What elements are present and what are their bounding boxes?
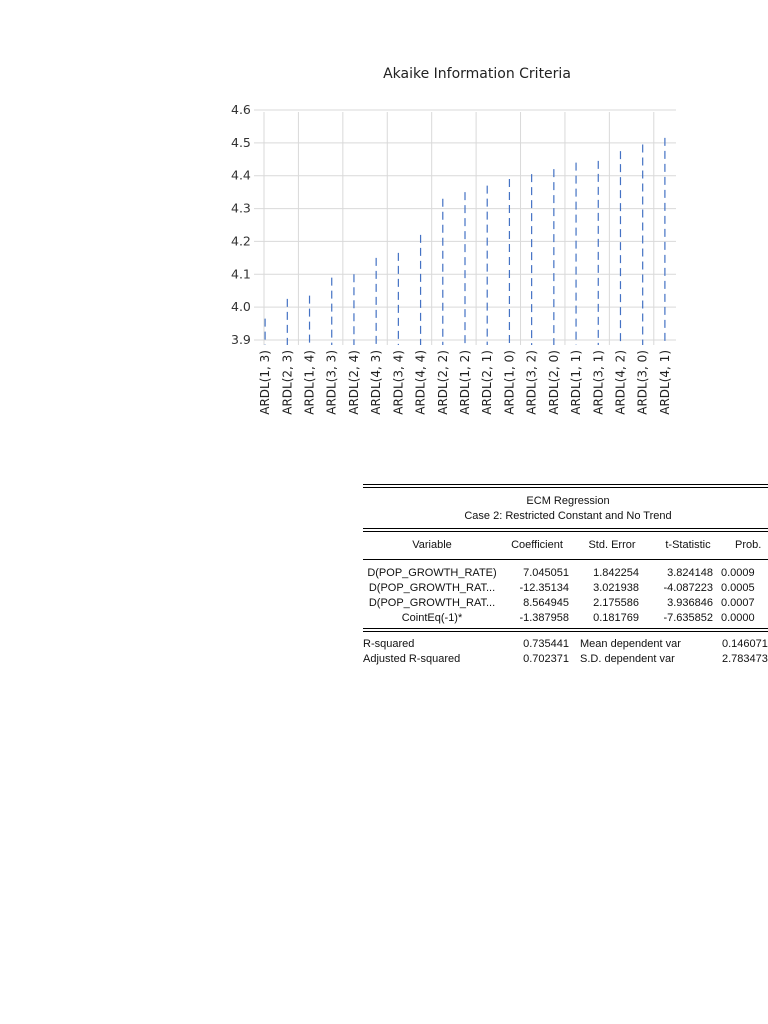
table-row <box>363 581 768 596</box>
x-tick-label: ARDL(4, 4) <box>413 350 428 415</box>
row-coefficient: -12.35134 <box>519 582 569 594</box>
header-prob: Prob. <box>735 539 762 551</box>
header-t-statistic: t-Statistic <box>665 539 711 551</box>
row-std-error: 2.175586 <box>593 597 639 609</box>
row-coefficient: 7.045051 <box>523 567 569 579</box>
y-tick-label: 4.1 <box>231 266 251 282</box>
stats-row <box>363 652 768 667</box>
x-tick-label: ARDL(2, 4) <box>346 350 361 415</box>
x-tick-label: ARDL(3, 1) <box>591 350 606 415</box>
table-header-row <box>363 538 768 553</box>
x-tick-label: ARDL(2, 3) <box>280 350 295 415</box>
stats-row <box>363 637 768 652</box>
x-tick-label: ARDL(3, 0) <box>635 350 650 415</box>
ecm-subtitle: Case 2: Restricted Constant and No Trend <box>464 510 672 522</box>
header-std-error: Std. Error <box>588 539 636 551</box>
y-tick-label: 4.5 <box>231 134 251 150</box>
row-prob: 0.0009 <box>721 567 755 579</box>
table-row <box>363 611 768 626</box>
row-t-statistic: -7.635852 <box>663 612 713 624</box>
stat-label: S.D. dependent var <box>580 653 675 665</box>
x-tick-label: ARDL(4, 2) <box>613 350 628 415</box>
stat-label: R-squared <box>363 638 415 650</box>
x-tick-label: ARDL(3, 2) <box>524 350 539 415</box>
x-axis-ticks <box>258 350 672 415</box>
row-variable: CointEq(-1)* <box>401 612 463 624</box>
row-prob: 0.0005 <box>721 582 755 594</box>
y-tick-label: 4.6 <box>231 102 251 117</box>
y-tick-label: 4.3 <box>231 200 251 216</box>
row-variable: D(POP_GROWTH_RATE) <box>367 567 497 579</box>
x-tick-label: ARDL(1, 3) <box>258 350 273 415</box>
x-tick-label: ARDL(1, 2) <box>458 350 472 415</box>
stat-label: Mean dependent var <box>580 638 681 650</box>
x-tick-label: ARDL(4, 3) <box>369 350 384 415</box>
table-row <box>363 566 768 581</box>
stat-value: 2.783473 <box>722 653 768 665</box>
y-tick-label: 4.2 <box>231 233 251 249</box>
x-tick-label: ARDL(2, 2) <box>435 350 450 415</box>
row-variable: D(POP_GROWTH_RAT... <box>368 582 496 594</box>
row-t-statistic: 3.824148 <box>667 567 713 579</box>
x-tick-label: ARDL(1, 0) <box>502 350 517 415</box>
x-tick-label: ARDL(2, 1) <box>480 350 495 415</box>
x-tick-label: ARDL(3, 4) <box>391 350 406 415</box>
header-coefficient: Coefficient <box>511 539 563 551</box>
x-tick-label: ARDL(3, 3) <box>324 350 339 415</box>
ecm-regression-table <box>363 484 768 667</box>
stat-value: 0.735441 <box>523 638 569 650</box>
row-t-statistic: -4.087223 <box>663 582 713 594</box>
aic-chart-container <box>0 0 768 440</box>
y-tick-label: 4.0 <box>231 299 251 315</box>
row-std-error: 3.021938 <box>593 582 639 594</box>
x-tick-label: ARDL(1, 4) <box>302 350 317 415</box>
stat-value: 0.146071 <box>722 638 768 650</box>
ecm-title: ECM Regression <box>526 495 610 507</box>
chart-title: Akaike Information Criteria <box>383 66 571 82</box>
stat-label: Adjusted R-squared <box>363 653 461 665</box>
row-std-error: 0.181769 <box>593 612 639 624</box>
stat-value: 0.702371 <box>523 653 569 665</box>
y-axis-ticks <box>231 102 251 347</box>
row-coefficient: 8.564945 <box>523 597 569 609</box>
ecm-rows <box>363 566 768 626</box>
table-row <box>363 596 768 611</box>
x-tick-label: ARDL(2, 0) <box>546 350 561 415</box>
header-variable: Variable <box>412 539 452 551</box>
row-variable: D(POP_GROWTH_RAT... <box>368 597 496 609</box>
x-tick-label: ARDL(1, 1) <box>569 350 584 415</box>
y-tick-label: 4.4 <box>231 167 251 183</box>
row-prob: 0.0000 <box>721 612 755 624</box>
row-std-error: 1.842254 <box>593 567 639 579</box>
row-t-statistic: 3.936846 <box>667 597 713 609</box>
row-coefficient: -1.387958 <box>519 612 569 624</box>
y-tick-label: 3.9 <box>231 332 251 347</box>
x-tick-label: ARDL(4, 1) <box>657 350 672 415</box>
aic-chart <box>0 0 768 440</box>
row-prob: 0.0007 <box>721 597 755 609</box>
